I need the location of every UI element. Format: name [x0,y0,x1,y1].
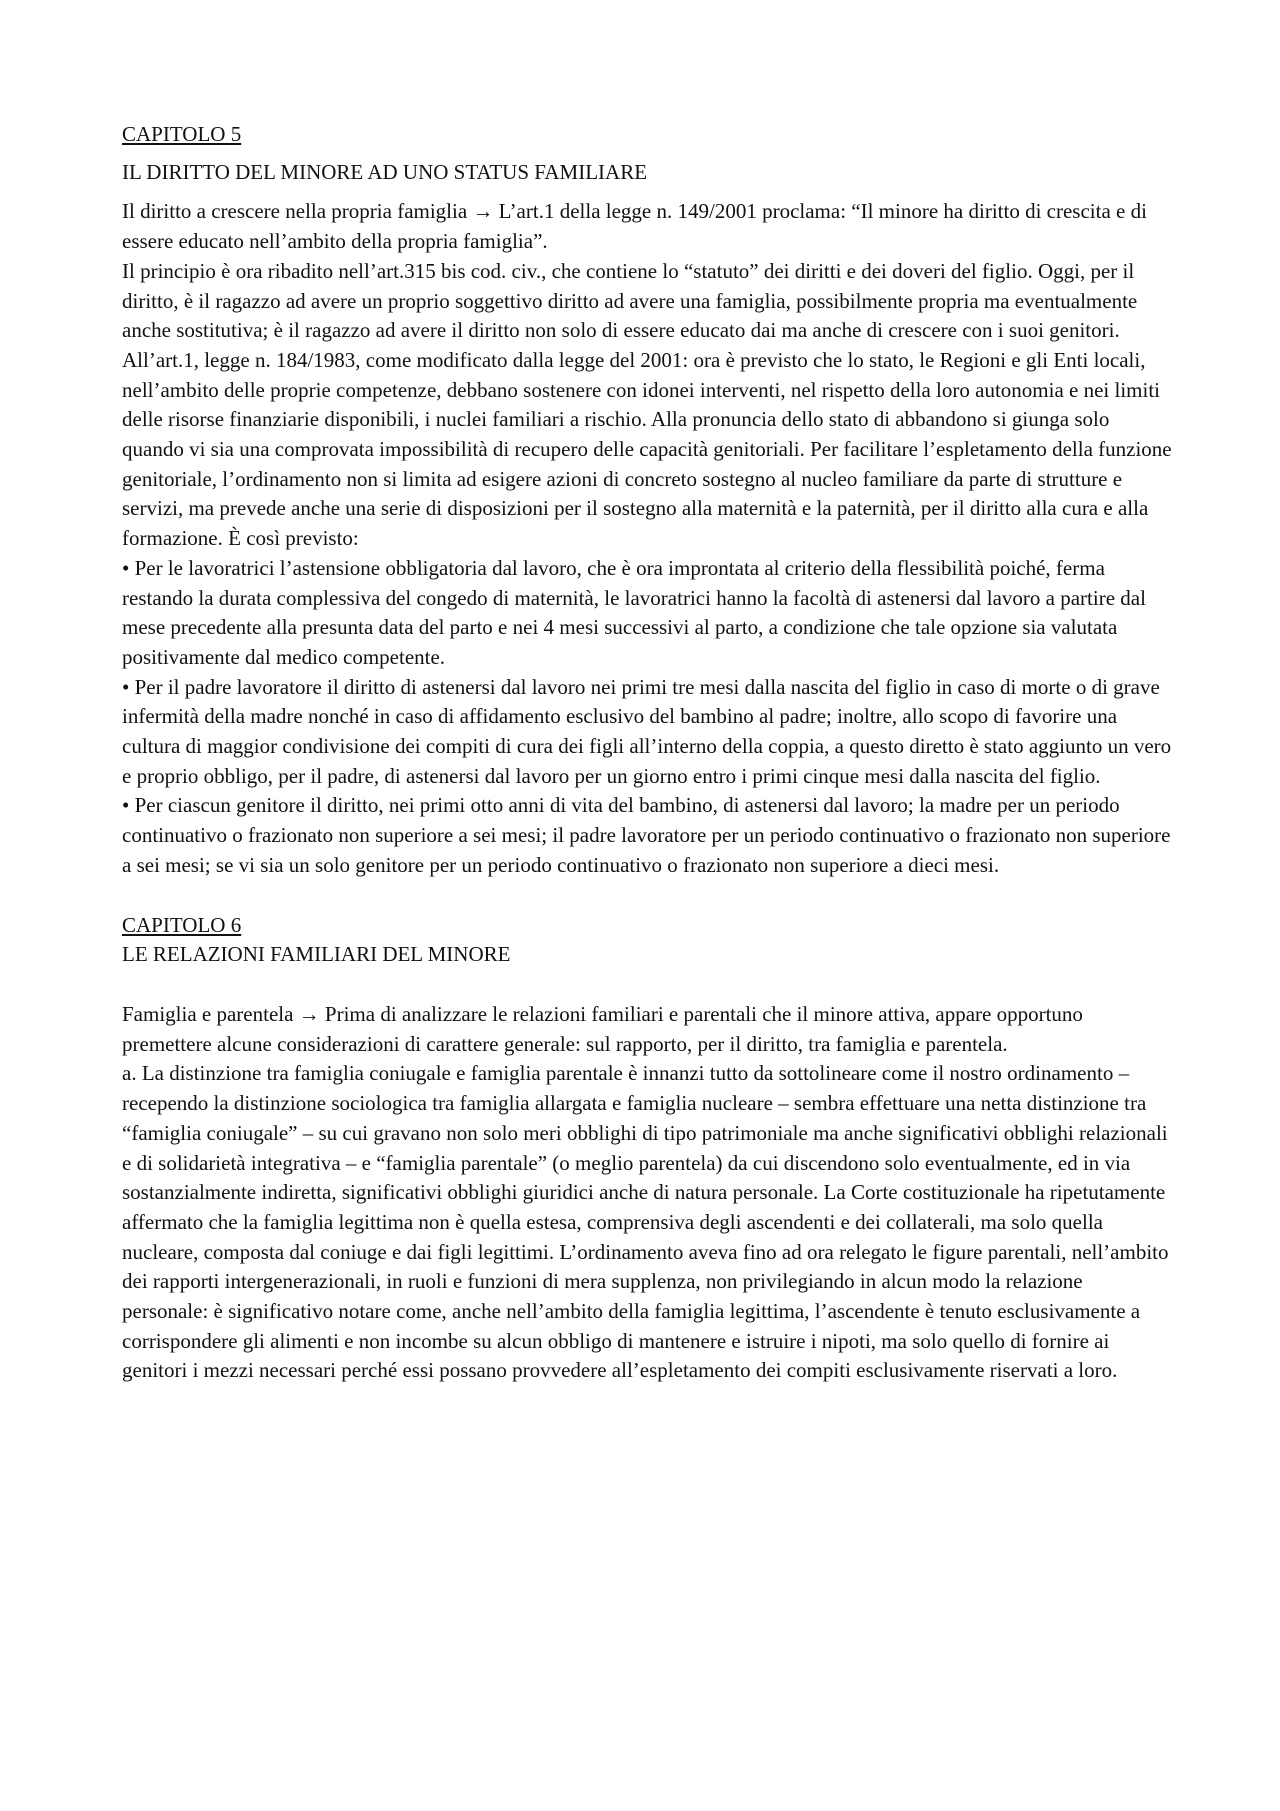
chapter5-title: CAPITOLO 5 [122,122,242,146]
chapter6-subtitle: LE RELAZIONI FAMILIARI DEL MINORE [122,942,511,967]
document-page [122,120,1172,1386]
paragraph: Famiglia e parentela → Prima di analizzare le relazioni familiari e parentali che il minore attiva, appare opportuno premettere alcune considerazioni di carattere generale: sul rapporto, per il diritto, tra famiglia e parentela. [122,1001,1083,1056]
paragraph: a. La distinzione tra famiglia coniugale e famiglia parentale è innanzi tutto da sottolineare come il nostro ordinamento – recependo la distinzione sociologica tra famiglia allargata e famiglia nucleare – sembra effettuare una netta distinzione tra “famiglia coniugale” – su cui gravano non solo meri obblighi di tipo patrimoniale ma anche significativi obblighi relazionali e di solidarietà integrativa – e “famiglia parentale” (o meglio parentela) da cui discendono solo eventualmente, ed in via sostanzialmente indiretta, significativi obblighi giuridici anche di natura personale. La Corte costituzionale ha ripetutamente affermato che la famiglia legittima non è quella estesa, comprensiva degli ascendenti e dei collaterali, ma solo quella nucleare, composta dal coniuge e dai figli legittimi. L’ordinamento aveva fino ad ora relegato le figure parentali, nell’ambito dei rapporti intergenerazionali, in ruoli e funzioni di mera supplenza, non privilegiando in alcun modo la relazione personale: è significativo notare come, anche nell’ambito della famiglia legittima, l’ascendente è tenuto esclusivamente a corrispondere gli alimenti e non incombe su alcun obbligo di mantenere e istruire i nipoti, ma solo quello di fornire ai genitori i mezzi necessari perché essi possano provvedere all’espletamento dei compiti esclusivamente riservati a loro. [122,1061,1169,1383]
chapter6-heading-block [122,911,1172,970]
chapter6-title: CAPITOLO 6 [122,912,242,937]
paragraph: Il principio è ora ribadito nell’art.315 bis cod. civ., che contiene lo “statuto” dei diritti e dei doveri del figlio. Oggi, per il diritto, è il ragazzo ad avere un proprio soggettivo diritto ad avere una famiglia, possibilmente propria ma eventualmente anche sostitutiva; è il ragazzo ad avere il diritto non solo di essere educato dai ma anche di crescere con i suoi genitori. All’art.1, legge n. 184/1983, come modificato dalla legge del 2001: ora è previsto che lo stato, le Regioni e gli Enti locali, nell’ambito delle proprie competenze, debbano sostenere con idonei interventi, nel rispetto della loro autonomia e nei limiti delle risorse finanziarie disponibili, i nuclei familiari a rischio. Alla pronuncia dello stato di abbandono si giunga solo quando vi sia una comprovata impossibilità di recupero delle capacità genitoriali. Per facilitare l’espletamento della funzione genitoriale, l’ordinamento non si limita ad esigere azioni di concreto sostegno al nucleo familiare da parte di strutture e servizi, ma prevede anche una serie di disposizioni per il sostegno alla maternità e la paternità, per il diritto alla cura e alla formazione. È così previsto: [122,258,1172,551]
chapter6-body [122,1000,1172,1386]
bullet-paragraph: • Per le lavoratrici l’astensione obbligatoria dal lavoro, che è ora improntata al criterio della flessibilità poiché, ferma restando la durata complessiva del congedo di maternità, le lavoratrici hanno la facoltà di astenersi dal lavoro a partire dal mese precedente alla presunta data del parto e nei 4 mesi successivi al parto, a condizione che tale opzione sia valutata positivamente dal medico competente. [122,555,1146,669]
paragraph: Il diritto a crescere nella propria famiglia → L’art.1 della legge n. 149/2001 proclama: “Il minore ha diritto di crescita e di essere educato nell’ambito della propria famiglia”. [122,199,1147,254]
chapter5-heading [122,120,1172,150]
bullet-paragraph: • Per ciascun genitore il diritto, nei primi otto anni di vita del bambino, di astenersi dal lavoro; la madre per un periodo continuativo o frazionato non superiore a sei mesi; il padre lavoratore per un periodo continuativo o frazionato non superiore a sei mesi; se vi sia un solo genitore per un periodo continuativo o frazionato non superiore a dieci mesi. [122,793,1171,877]
chapter5-subtitle: IL DIRITTO DEL MINORE AD UNO STATUS FAMILIARE [122,159,648,184]
bullet-paragraph: • Per il padre lavoratore il diritto di astenersi dal lavoro nei primi tre mesi dalla nascita del figlio in caso di morte o di grave infermità della madre nonché in caso di affidamento esclusivo del bambino al padre; inoltre, allo scopo di favorire una cultura di maggior condivisione dei compiti di cura dei figli all’interno della coppia, a questo diretto è stato aggiunto un vero e proprio obbligo, per il padre, di astenersi dal lavoro per un giorno entro i primi cinque mesi dalla nascita del figlio. [122,674,1172,788]
chapter6-heading [122,911,1172,941]
chapter5-body [122,197,1172,880]
